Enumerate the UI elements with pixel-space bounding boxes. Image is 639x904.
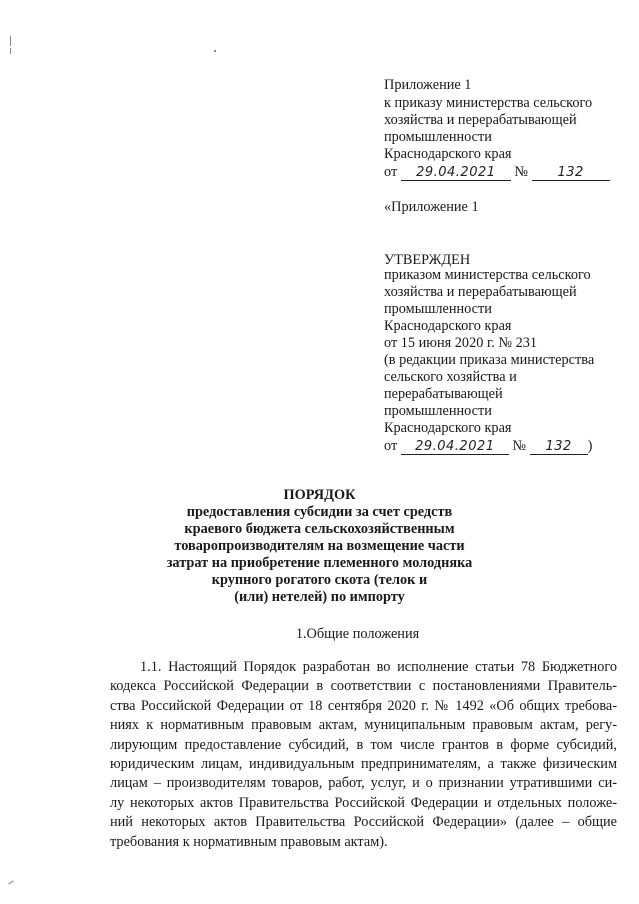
paragraph-line: требования к нормативным правовым актам). bbox=[110, 833, 388, 850]
quote-appendix: «Приложение 1 bbox=[384, 199, 479, 215]
approved-line-10: Краснодарского края bbox=[384, 420, 512, 436]
approved-line-4: Краснодарского края bbox=[384, 318, 512, 334]
approved-line-1: приказом министерства сельского bbox=[384, 267, 591, 283]
section-heading: 1.Общие положения bbox=[295, 626, 420, 642]
scan-mark bbox=[10, 36, 11, 46]
close-paren: ) bbox=[587, 438, 593, 454]
number-prefix: № bbox=[514, 164, 529, 180]
approved-line-5: от 15 июня 2020 г. № 231 bbox=[384, 335, 538, 351]
title-line: предоставления субсидии за счет средств bbox=[186, 504, 453, 520]
scan-mark bbox=[10, 48, 11, 54]
date-prefix: от bbox=[384, 438, 398, 454]
paragraph-line: кодекса Российской Федерации в соответствии с постановлениями Правитель- bbox=[110, 678, 617, 695]
approved-line-9: промышленности bbox=[384, 403, 492, 419]
approved-line-8: перерабатывающей bbox=[384, 386, 503, 402]
handwritten-number: 132 bbox=[532, 165, 610, 181]
approved-line-7: сельского хозяйства и bbox=[384, 369, 517, 385]
scan-mark bbox=[214, 50, 216, 52]
paragraph-line: ства Российской Федерации от 18 сентября 2020 г. № 1492 «Об общих требова- bbox=[110, 697, 617, 714]
approved-line-3: промышленности bbox=[384, 301, 492, 317]
title-line: товаропроизводителям на возмещение части bbox=[174, 538, 465, 554]
paragraph-line: лицам – производителям товаров, работ, услуг, и о признании утратившими си- bbox=[110, 775, 617, 792]
approved-line-6: (в редакции приказа министерства bbox=[384, 352, 595, 368]
title-line: краевого бюджета сельскохозяйственным bbox=[184, 521, 455, 537]
appendix-line-4: промышленности bbox=[384, 129, 492, 145]
handwritten-number: 132 bbox=[530, 439, 588, 455]
handwritten-date: 29.04.2021 bbox=[401, 165, 511, 181]
title-line: затрат на приобретение племенного молодняка bbox=[166, 555, 473, 571]
appendix-date-line bbox=[384, 164, 610, 181]
paragraph-line: ниях к нормативным правовым актам, муниципальным правовым актам, регу- bbox=[110, 717, 617, 734]
paragraph-line: 1.1. Настоящий Порядок разработан во исполнение статьи 78 Бюджетного bbox=[140, 659, 617, 675]
appendix-line-3: хозяйства и перерабатывающей bbox=[384, 112, 577, 128]
title-line: крупного рогатого скота (телок и bbox=[211, 572, 428, 588]
title-line: (или) нетелей) по импорту bbox=[234, 589, 405, 605]
appendix-line-2: к приказу министерства сельского bbox=[384, 95, 593, 111]
appendix-line-1: Приложение 1 bbox=[384, 77, 472, 93]
approved-heading: УТВЕРЖДЕН bbox=[384, 252, 471, 268]
paragraph-1-1 bbox=[110, 658, 617, 852]
document-title: ПОРЯДОК bbox=[283, 487, 356, 503]
paragraph-line: юридическим лицам, индивидуальным предпринимателям, а также физическим bbox=[110, 755, 617, 772]
approved-line-2: хозяйства и перерабатывающей bbox=[384, 284, 577, 300]
handwritten-date: 29.04.2021 bbox=[401, 439, 509, 455]
number-prefix: № bbox=[512, 438, 527, 454]
appendix-line-5: Краснодарского края bbox=[384, 146, 512, 162]
date-prefix: от bbox=[384, 164, 398, 180]
paragraph-line: лирующим предоставление субсидий, в том числе грантов в форме субсидий, bbox=[110, 736, 617, 753]
paragraph-line: ний некоторых актов Правительства Российской Федерации» (далее – общие bbox=[110, 814, 617, 831]
scan-mark bbox=[8, 880, 13, 884]
paragraph-line: лу некоторых актов Правительства Российской Федерации и отдельных положе- bbox=[110, 794, 617, 811]
approved-date-line bbox=[384, 438, 592, 455]
